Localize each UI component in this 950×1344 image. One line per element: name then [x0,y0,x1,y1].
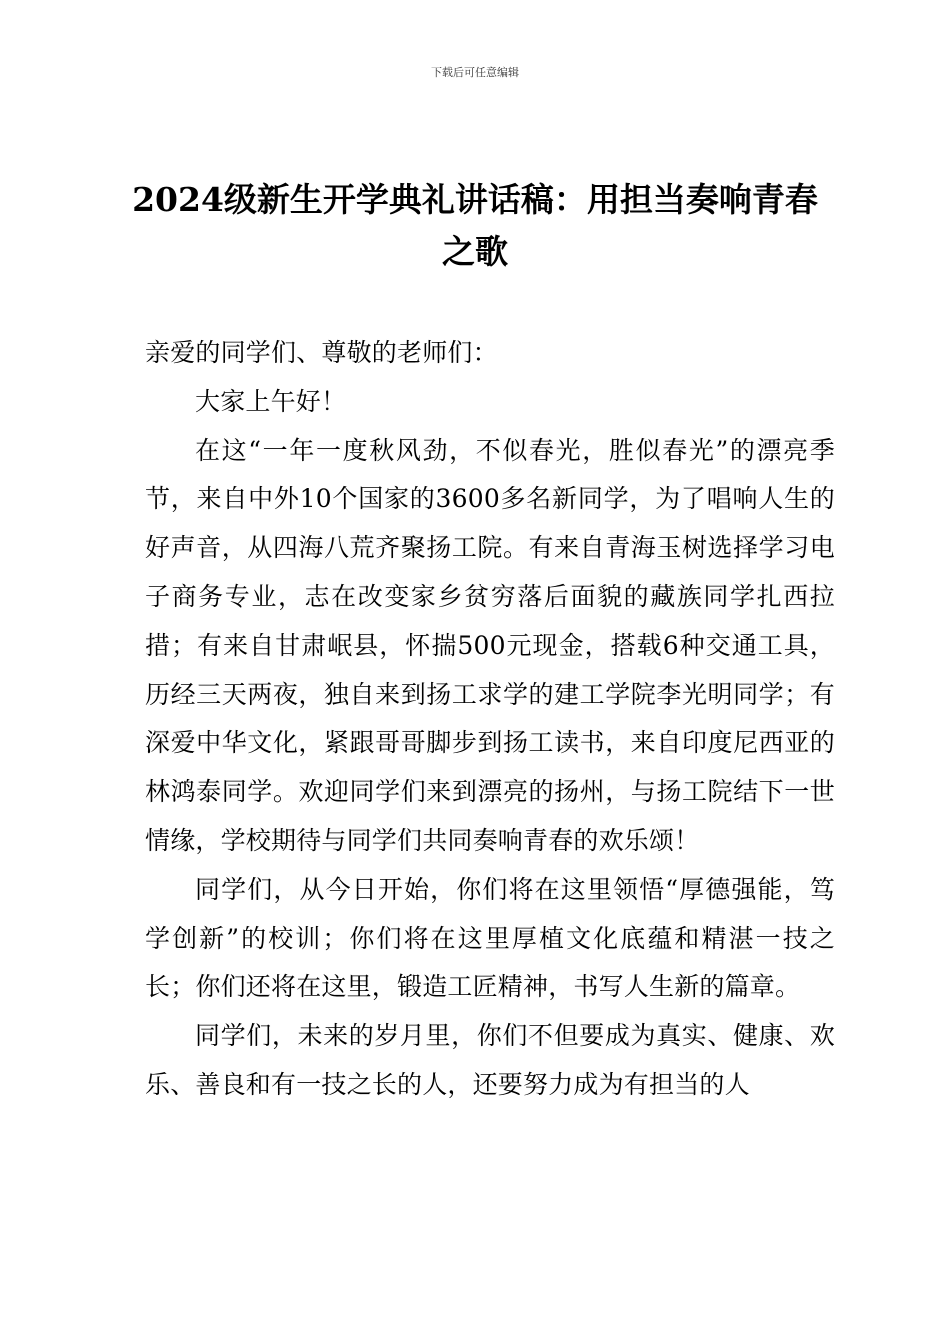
document-body [145,329,835,1110]
paragraph-welcome: 在这“一年一度秋风劲，不似春光，胜似春光”的漂亮季节，来自中外10个国家的3600多名新同学，为了唱响人生的好声音，从四海八荒齐聚扬工院。有来自青海玉树选择学习电子商务专业，志在改变家乡贫穷落后面貌的藏族同学扎西拉措；有来自甘肃岷县，怀揣500元现金，搭载6种交通工具，历经三天两夜，独自来到扬工求学的建工学院李光明同学；有深爱中华文化，紧跟哥哥脚步到扬工读书，来自印度尼西亚的林鸿泰同学。欢迎同学们来到漂亮的扬州，与扬工院结下一世情缘，学校期待与同学们共同奏响青春的欢乐颂！ [145,435,835,855]
salutation: 亲爱的同学们、尊敬的老师们： [145,338,498,367]
paragraph-greeting: 大家上午好！ [195,386,347,416]
paragraph-motto: 同学们，从今日开始，你们将在这里领悟“厚德强能，笃学创新”的校训；你们将在这里厚植文化底蕴和精湛一技之长；你们还将在这里，锻造工匠精神，书写人生新的篇章。 [145,874,835,1002]
page-header-note: 下载后可任意编辑 [431,66,519,79]
paragraph-future: 同学们，未来的岁月里，你们不但要成为真实、健康、欢乐、善良和有一技之长的人，还要努力成为有担当的人 [145,1021,835,1099]
document-title: 2024级新生开学典礼讲话稿：用担当奏响青春之歌 [132,180,818,271]
